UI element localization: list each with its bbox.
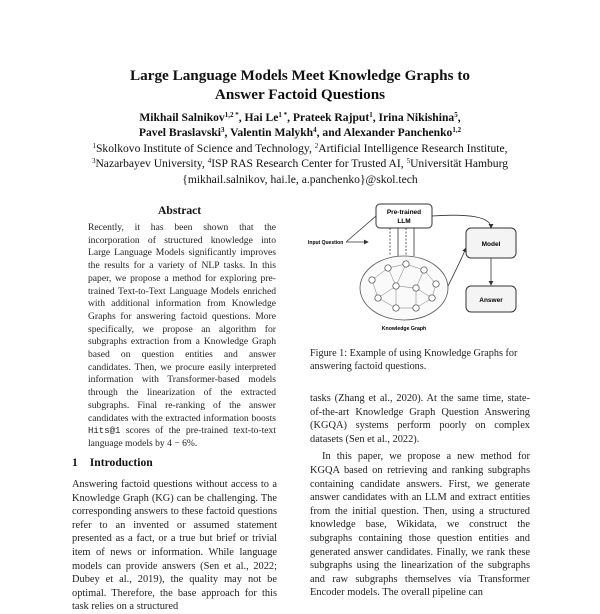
section-heading-introduction: 1 Introduction [72,456,153,469]
abstract-text: Recently, it has been shown that the incorporation of structured knowledge into Large Language Models significantly improves the results for a variety of NLP tasks. In this paper, we propose a method for exploring pre-trained Text-to-Text Language Models enriched with additional information from Knowledge Graphs for answering factoid questions. More specifically, we propose an algorithm for subgraphs extraction from a Knowledge Graph based on question entities and answer candidates. Then, we procure easily interpreted information with Transformer-based models through the linearization of the extracted subgraphs. Final re-ranking of the answer candidates with the extracted information boosts Hits@1 scores of the pre-trained text-to-text language models by 4 − 6%. [88,222,276,449]
right-column-text [310,392,530,600]
paragraph: tasks (Zhang et al., 2020). At the same time, state-of-the-art Knowledge Graph Question Answering (KGQA) systems perform poorly on complex datasets (Sen et al., 2022). [310,393,530,445]
author-line-2: Pavel Braslavski$^3$, Valentin Malykh$^4$, and Alexander Panchenko$^{1,2}$ [138,126,462,140]
model-label: Model [481,241,501,248]
kg-label: Knowledge Graph [381,326,427,332]
paper-title [0,66,600,104]
author-name: Pavel Braslavski [138,126,222,140]
title-line-1: Large Language Models Meet Knowledge Graphs to [129,67,470,84]
answer-label: Answer [479,297,503,304]
metric-name: Hits@1 [88,426,121,437]
author-name: Mikhail Salnikov [139,111,225,124]
author-line-1: Mikhail Salnikov$^{1,2 *}$, Hai $Le^{1 *}$, Prateek Rajput$^1$, Irina Nikishina$^5$, [139,111,461,124]
abstract-heading: Abstract [158,204,202,217]
affiliation-line-1: $^1$Skolkovo Institute of Science and Technology, $^2$Artificial Intelligence Research Institute, [92,141,508,155]
title-line-2: Answer Factoid Questions [214,86,386,103]
figure-1-diagram [306,200,532,338]
author-block [0,110,600,187]
author-name: Valentin Malykh [230,126,314,140]
affiliation-line-2: $^3$Nazarbayev University, $^4$ISP RAS Research Center for Trusted AI, $^5$Universität Hamburg [91,157,509,171]
input-question-label: Input Question [308,240,344,246]
author-name: Hai Le [244,111,279,124]
figure-1-caption: Figure 1: Example of using Knowledge Graphs for answering factoid questions. [310,348,518,372]
llm-label-line1: Pre-trained [386,209,422,216]
introduction-text [72,478,277,614]
author-name: Prateek Rajput [292,111,370,124]
llm-label-line2: LLM [397,218,411,225]
paragraph: Answering factoid questions without access to a Knowledge Graph (KG) can be challenging. The corresponding answers to these factoid questions refer to an invented or assumed statement presented as a fact, or a true but brief or trivial item of news or information. While language models can provide answers (Sen et al., 2022; Dubey et al., 2019), the quality may not be optimal. Therefore, the base approach for this task relies on a structured [72,479,277,613]
paragraph: In this paper, we propose a new method for KGQA based on retrieving and ranking subgraphs containing candidate answers. First, we generate answer candidates with an LLM and extract entities from the initial question. Then, using a structured knowledge base, Wikidata, we construct the subgraphs containing those question entities and generated answer candidates. Finally, we rank these subgraphs using the linearization of the subgraphs and raw subgraphs themselves via Transformer Encoder models. The overall pipeline can [310,451,530,599]
author-name: Irina Nikishina [378,111,455,124]
author-emails: {mikhail.salnikov, hai.le, a.panchenko}@skol.tech [182,172,418,186]
author-name: Alexander Panchenko [343,126,453,140]
